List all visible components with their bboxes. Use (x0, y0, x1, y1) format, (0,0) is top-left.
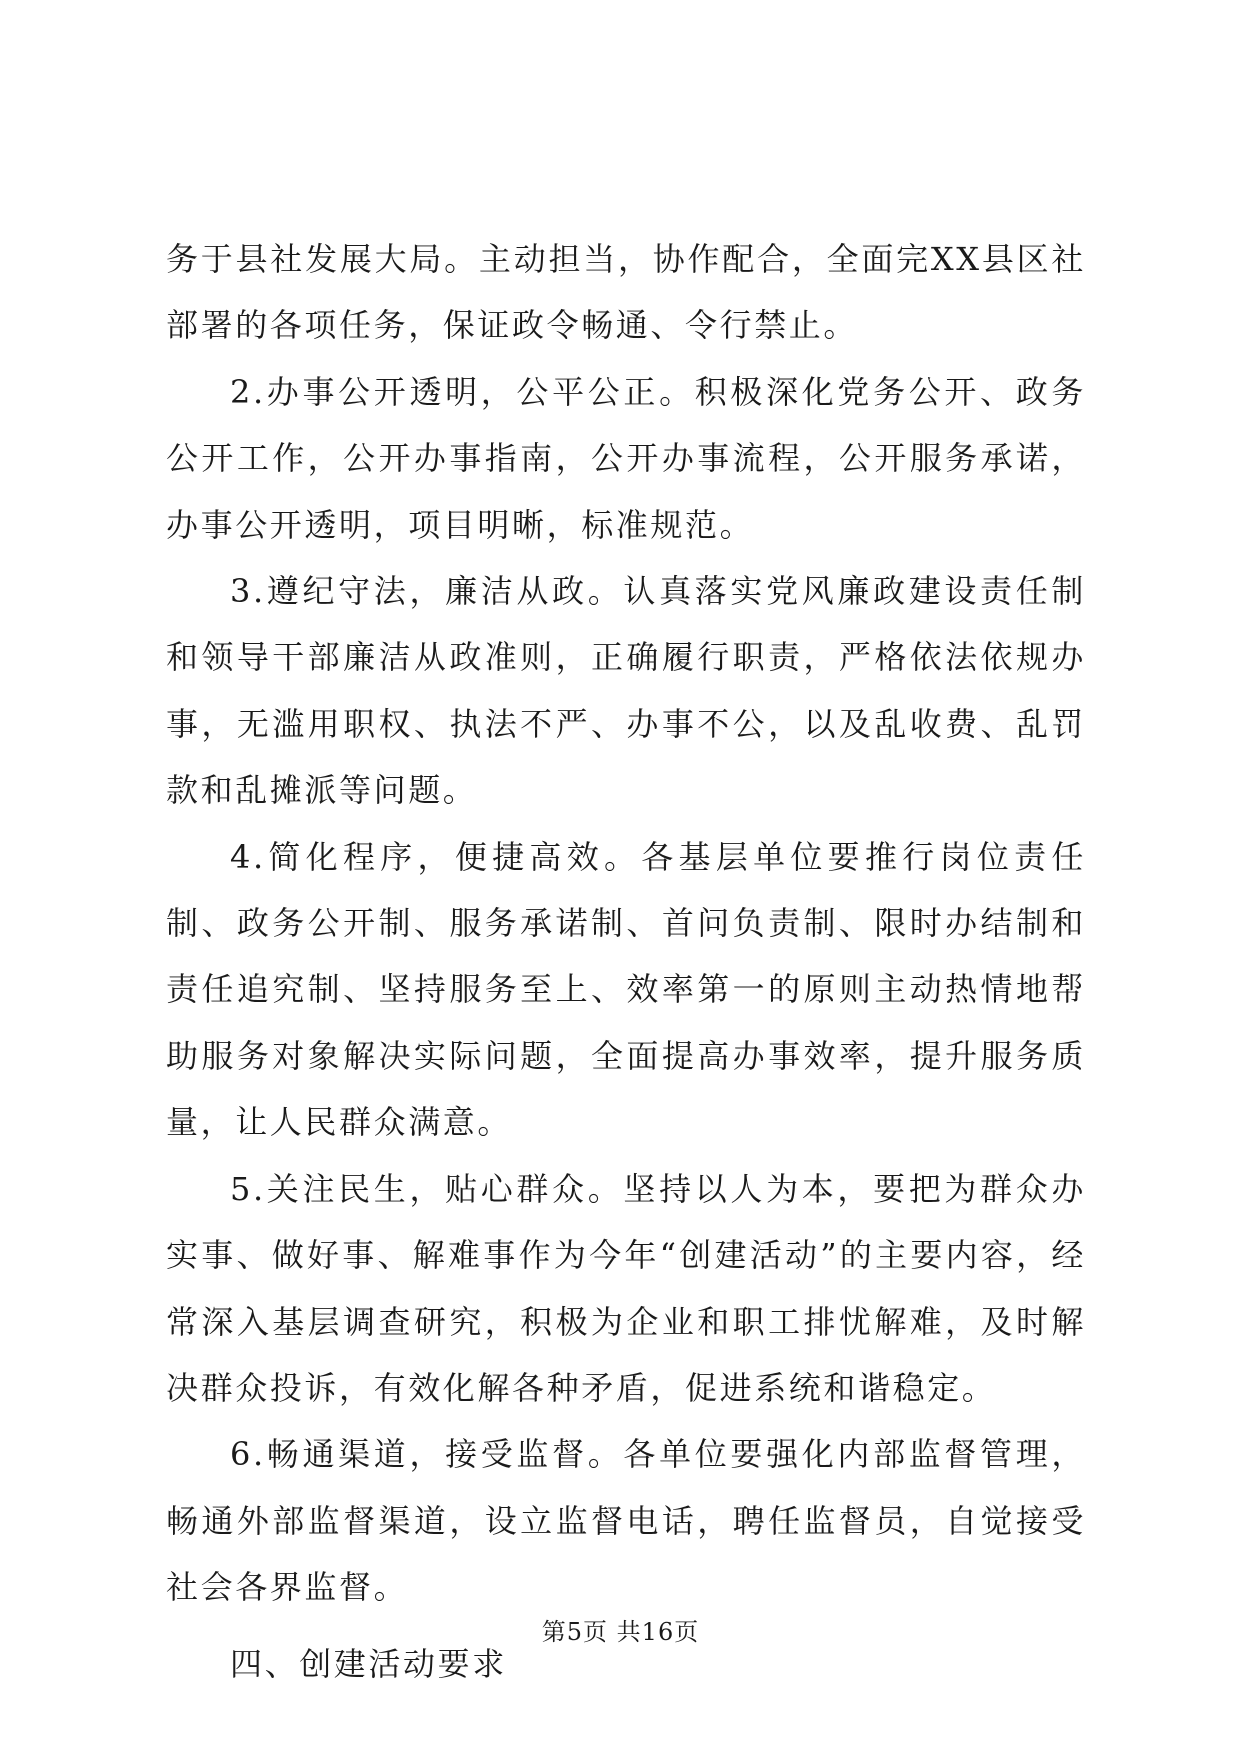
section-heading: 四、创建活动要求 (230, 1644, 507, 1683)
paragraph-item-2: 2.办事公开透明，公平公正。积极深化党务公开、政务公开工作，公开办事指南，公开办事流程，公开服务承诺，办事公开透明，项目明晰，标准规范。 (166, 372, 1086, 544)
paragraph-item-4: 4.简化程序，便捷高效。各基层单位要推行岗位责任制、政务公开制、服务承诺制、首问负责制、限时办结制和责任追究制、坚持服务至上、效率第一的原则主动热情地帮助服务对象解决实际问题，全面提高办事效率，提升服务质量，让人民群众满意。 (166, 837, 1086, 1142)
paragraph-item-6: 6.畅通渠道，接受监督。各单位要强化内部监督管理，畅通外部监督渠道，设立监督电话，聘任监督员，自觉接受社会各界监督。 (166, 1435, 1086, 1607)
document-body (166, 226, 1086, 1697)
paragraph-item-5: 5.关注民生，贴心群众。坚持以人为本，要把为群众办实事、做好事、解难事作为今年“创建活动”的主要内容，经常深入基层调查研究，积极为企业和职工排忧解难，及时解决群众投诉，有效化解各种矛盾，促进系统和谐稳定。 (166, 1169, 1086, 1407)
paragraph-continuation: 务于县社发展大局。主动担当，协作配合，全面完XX县区社部署的各项任务，保证政令畅通、令行禁止。 (166, 240, 1086, 345)
paragraph-item-3: 3.遵纪守法，廉洁从政。认真落实党风廉政建设责任制和领导干部廉洁从政准则，正确履行职责，严格依法依规办事，无滥用职权、执法不严、办事不公，以及乱收费、乱罚款和乱摊派等问题。 (166, 572, 1086, 810)
page-number-footer: 第5页 共16页 (541, 1618, 700, 1646)
